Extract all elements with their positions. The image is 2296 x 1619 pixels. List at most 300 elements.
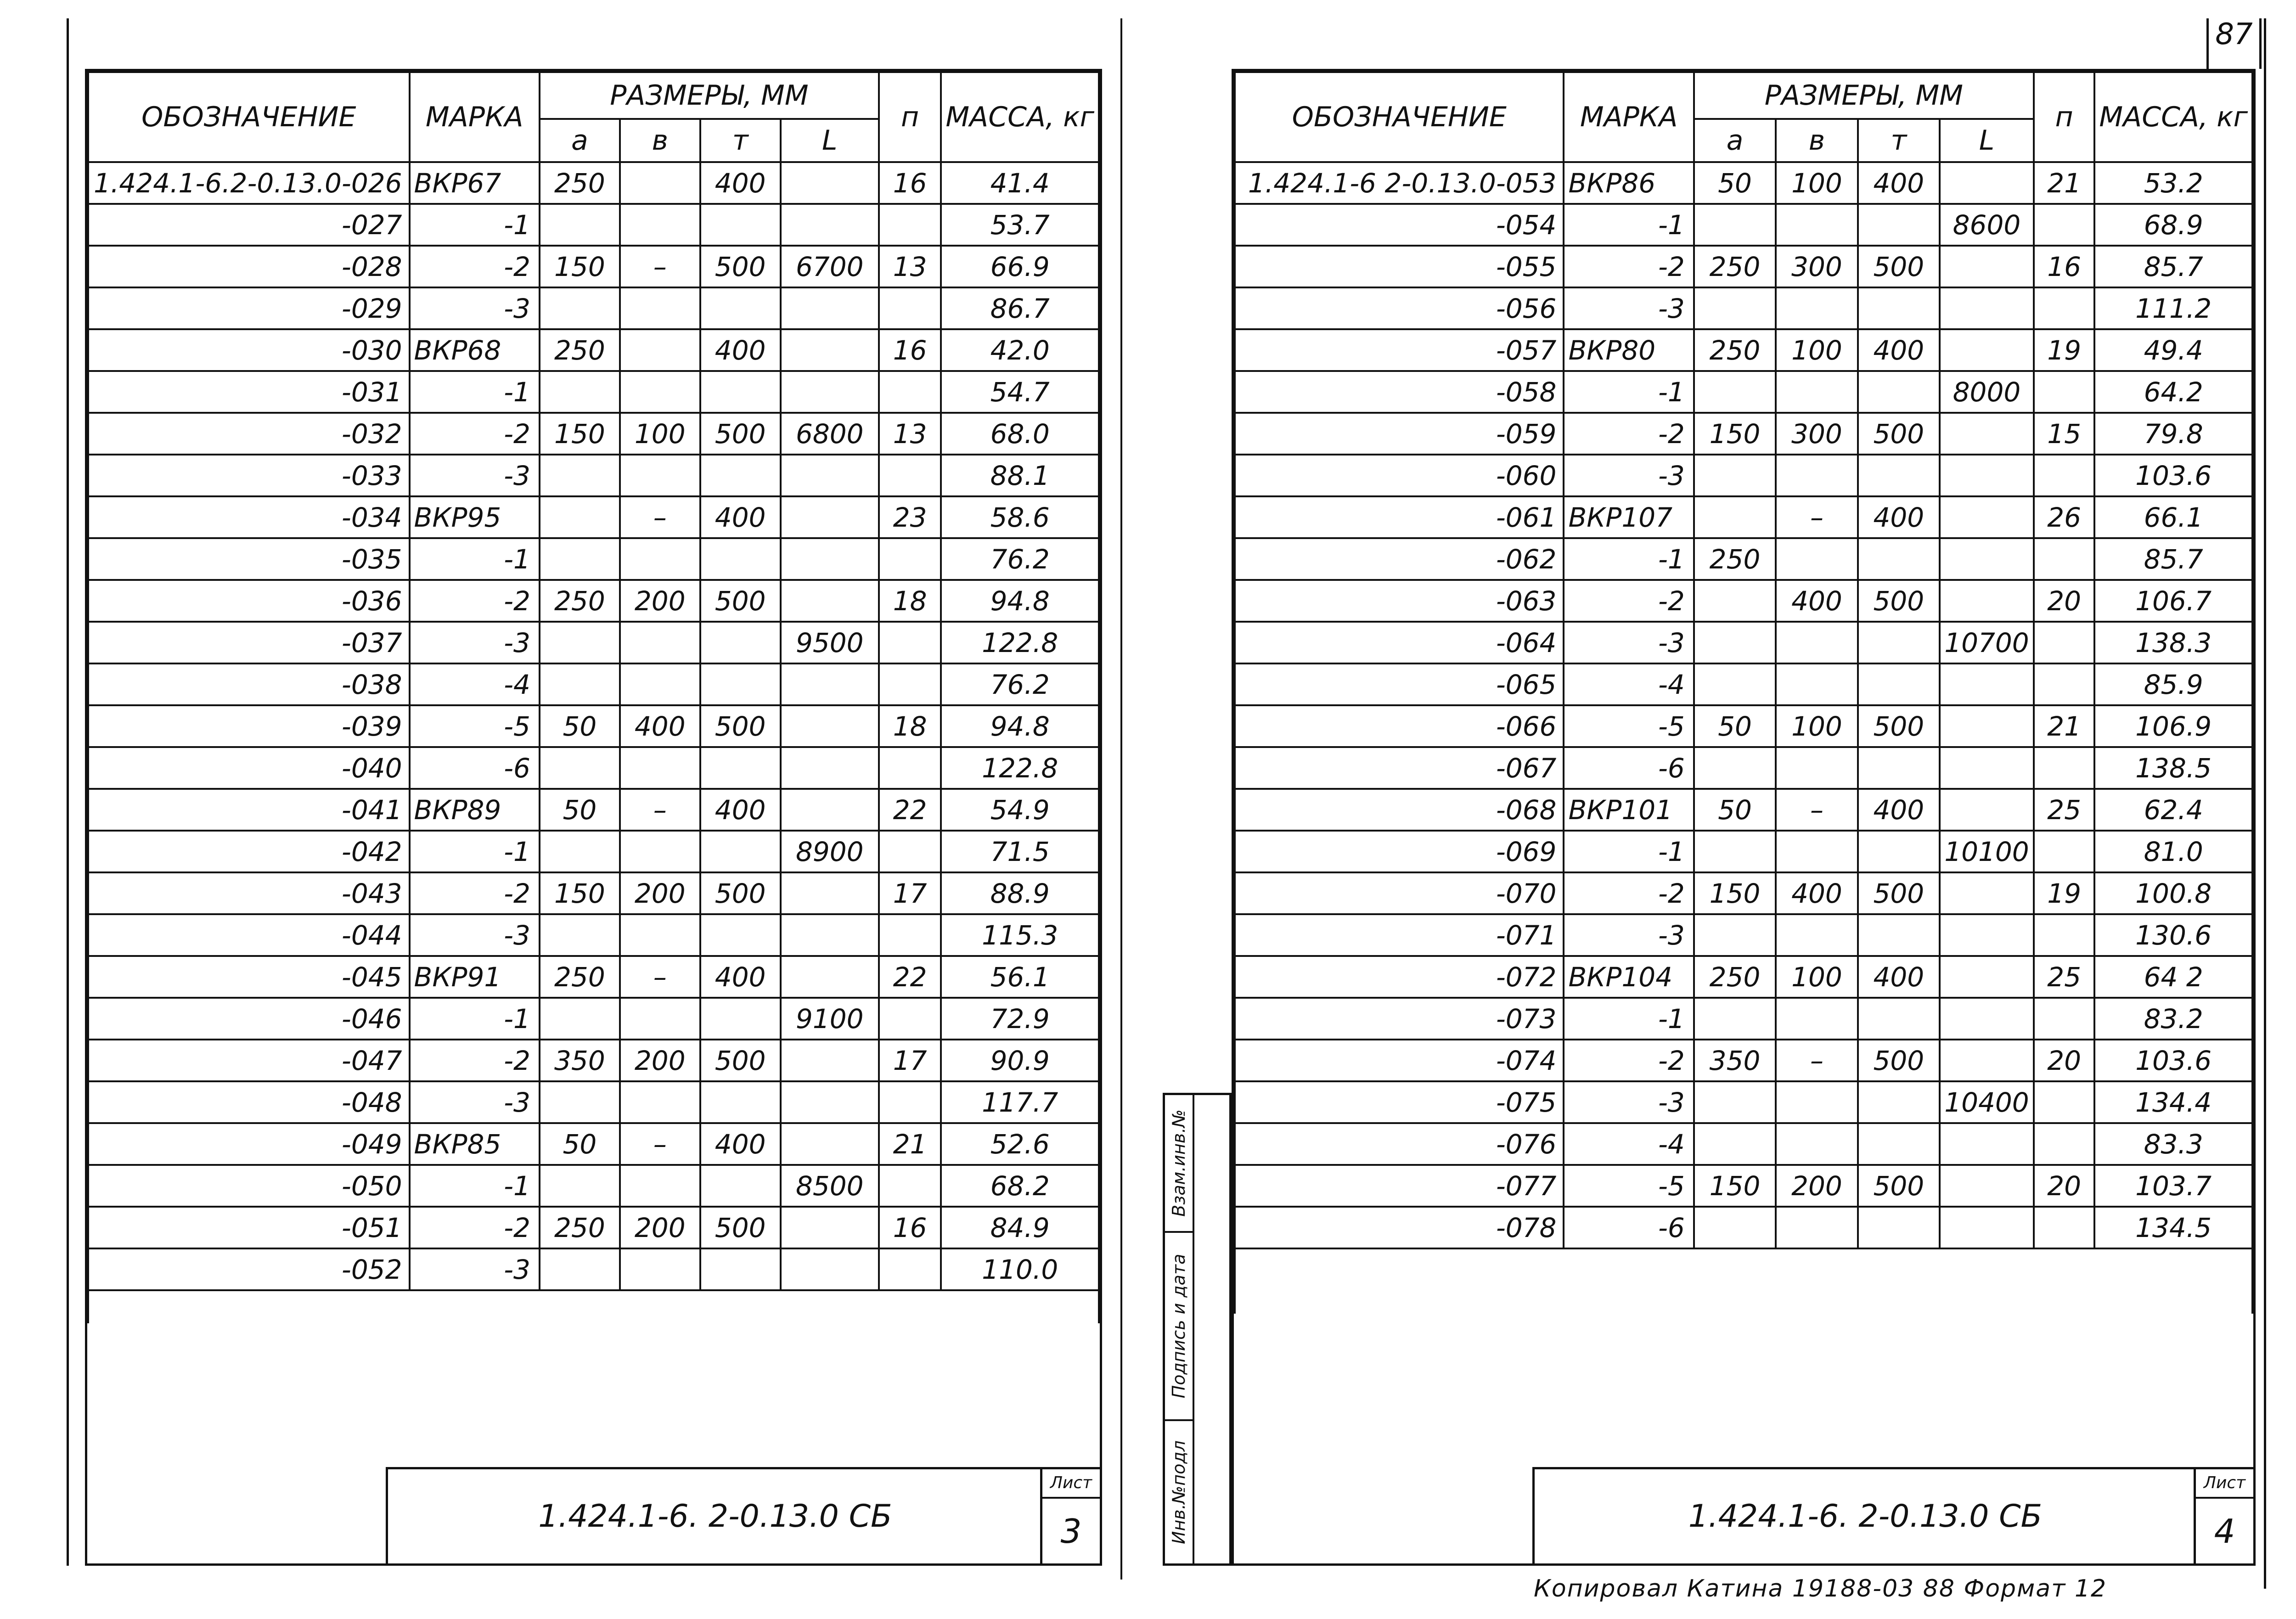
cell-mass: 49.4 bbox=[2094, 329, 2252, 371]
side-stamp bbox=[1163, 1093, 1232, 1566]
cell-mark: -2 bbox=[1564, 1040, 1694, 1081]
cell-a: 50 bbox=[1694, 162, 1776, 204]
cell-L bbox=[781, 747, 879, 789]
cell-n: 19 bbox=[2034, 329, 2094, 371]
cell-m bbox=[700, 204, 781, 246]
cell-a bbox=[540, 998, 620, 1040]
cell-code: -043 bbox=[88, 872, 410, 914]
table-row bbox=[1235, 914, 2252, 956]
cell-mark: -4 bbox=[1564, 1123, 1694, 1165]
table-row bbox=[1235, 329, 2252, 371]
cell-mark: -3 bbox=[1564, 287, 1694, 329]
cell-mass: 41.4 bbox=[941, 162, 1099, 204]
cell-m: 400 bbox=[700, 956, 781, 998]
cell-m: 500 bbox=[700, 705, 781, 747]
cell-n bbox=[2034, 204, 2094, 246]
table-row bbox=[1235, 455, 2252, 496]
cell-a: 150 bbox=[540, 413, 620, 455]
cell-code: -052 bbox=[88, 1248, 410, 1290]
cell-mark: ВКР67 bbox=[410, 162, 540, 204]
cell-m bbox=[700, 1081, 781, 1123]
cell-mass: 83.3 bbox=[2094, 1123, 2252, 1165]
cell-code: -027 bbox=[88, 204, 410, 246]
cell-m bbox=[700, 455, 781, 496]
cell-mass: 134.4 bbox=[2094, 1081, 2252, 1123]
cell-L bbox=[781, 204, 879, 246]
cell-n bbox=[2034, 1123, 2094, 1165]
cell-a bbox=[1694, 831, 1776, 872]
cell-mark: ВКР85 bbox=[410, 1123, 540, 1165]
cell-b: – bbox=[620, 789, 700, 831]
cell-m: 400 bbox=[1858, 789, 1940, 831]
cell-a bbox=[540, 831, 620, 872]
cell-b bbox=[1776, 914, 1857, 956]
cell-mark: -4 bbox=[410, 663, 540, 705]
cell-b bbox=[1776, 622, 1857, 663]
cell-mark: -3 bbox=[410, 1248, 540, 1290]
cell-n bbox=[2034, 455, 2094, 496]
cell-mark: -4 bbox=[1564, 663, 1694, 705]
cell-code: -047 bbox=[88, 1040, 410, 1081]
cell-a bbox=[1694, 1081, 1776, 1123]
table-row-blank bbox=[88, 1290, 1099, 1323]
cell-mass: 88.9 bbox=[941, 872, 1099, 914]
cell-a bbox=[540, 1081, 620, 1123]
cell-m: 400 bbox=[700, 496, 781, 538]
cell-mass: 103.6 bbox=[2094, 1040, 2252, 1081]
header-mark: МАРКА bbox=[1564, 72, 1694, 162]
cell-m bbox=[700, 663, 781, 705]
table-row bbox=[88, 287, 1099, 329]
cell-b: 400 bbox=[1776, 580, 1857, 622]
cell-code: -062 bbox=[1235, 538, 1564, 580]
cell-a bbox=[1694, 998, 1776, 1040]
cell-m: 500 bbox=[1858, 1165, 1940, 1207]
header-a: а bbox=[540, 119, 620, 162]
cell-m bbox=[700, 287, 781, 329]
table-row bbox=[1235, 371, 2252, 413]
cell-code: -036 bbox=[88, 580, 410, 622]
cell-code: -038 bbox=[88, 663, 410, 705]
cell-code: -035 bbox=[88, 538, 410, 580]
cell-m: 400 bbox=[1858, 496, 1940, 538]
cell-n bbox=[879, 663, 941, 705]
sheet-number-box bbox=[1040, 1469, 1100, 1563]
sheet-number-box bbox=[2194, 1469, 2253, 1563]
cell-n bbox=[2034, 747, 2094, 789]
cell-L: 8500 bbox=[781, 1165, 879, 1207]
cell-mass: 68.0 bbox=[941, 413, 1099, 455]
table-row bbox=[88, 455, 1099, 496]
cell-L bbox=[781, 287, 879, 329]
spec-table-right bbox=[1234, 71, 2253, 1314]
table-row bbox=[1235, 663, 2252, 705]
cell-L bbox=[781, 956, 879, 998]
cell-m bbox=[700, 622, 781, 663]
table-row bbox=[1235, 1207, 2252, 1248]
cell-mass: 94.8 bbox=[941, 705, 1099, 747]
cell-mark: -3 bbox=[1564, 914, 1694, 956]
cell-code: 1.424.1-6 2-0.13.0-053 bbox=[1235, 162, 1564, 204]
cell-mark: -3 bbox=[1564, 1081, 1694, 1123]
cell-L bbox=[781, 1207, 879, 1248]
table-row bbox=[1235, 496, 2252, 538]
cell-code: -057 bbox=[1235, 329, 1564, 371]
cell-a: 150 bbox=[1694, 872, 1776, 914]
cell-mark: -3 bbox=[410, 455, 540, 496]
cell-n bbox=[879, 1081, 941, 1123]
cell-L bbox=[781, 455, 879, 496]
cell-mark: -1 bbox=[410, 371, 540, 413]
cell-a bbox=[540, 747, 620, 789]
cell-code: -045 bbox=[88, 956, 410, 998]
cell-n: 21 bbox=[2034, 705, 2094, 747]
cell-mass: 53.2 bbox=[2094, 162, 2252, 204]
table-row bbox=[88, 371, 1099, 413]
cell-a bbox=[1694, 455, 1776, 496]
cell-n: 25 bbox=[2034, 956, 2094, 998]
cell-L bbox=[781, 580, 879, 622]
cell-n: 20 bbox=[2034, 580, 2094, 622]
cell-L: 9100 bbox=[781, 998, 879, 1040]
cell-m: 400 bbox=[1858, 162, 1940, 204]
cell-mass: 103.7 bbox=[2094, 1165, 2252, 1207]
cell-m: 500 bbox=[700, 580, 781, 622]
cell-n bbox=[879, 538, 941, 580]
cell-n bbox=[2034, 622, 2094, 663]
cell-mark: ВКР95 bbox=[410, 496, 540, 538]
cell-n bbox=[2034, 287, 2094, 329]
cell-code: -039 bbox=[88, 705, 410, 747]
cell-n: 18 bbox=[879, 705, 941, 747]
sheet-label: Лист bbox=[1042, 1469, 1100, 1499]
page-number: 87 bbox=[2206, 18, 2262, 69]
cell-m bbox=[700, 998, 781, 1040]
cell-mass: 76.2 bbox=[941, 538, 1099, 580]
cell-a: 350 bbox=[1694, 1040, 1776, 1081]
cell-code: -070 bbox=[1235, 872, 1564, 914]
cell-n bbox=[2034, 914, 2094, 956]
cell-b: 100 bbox=[1776, 162, 1857, 204]
cell-code: -029 bbox=[88, 287, 410, 329]
cell-m: 500 bbox=[1858, 413, 1940, 455]
cell-mass: 103.6 bbox=[2094, 455, 2252, 496]
cell-L bbox=[781, 371, 879, 413]
cell-a: 250 bbox=[540, 580, 620, 622]
cell-b bbox=[1776, 204, 1857, 246]
table-row bbox=[88, 747, 1099, 789]
cell-mass: 56.1 bbox=[941, 956, 1099, 998]
sheet-label: Лист bbox=[2196, 1469, 2253, 1499]
cell-n bbox=[879, 914, 941, 956]
cell-L bbox=[1940, 580, 2034, 622]
cell-b bbox=[620, 287, 700, 329]
cell-code: -040 bbox=[88, 747, 410, 789]
cell-L bbox=[1940, 496, 2034, 538]
cell-b: 400 bbox=[1776, 872, 1857, 914]
cell-mass: 117.7 bbox=[941, 1081, 1099, 1123]
cell-b bbox=[620, 914, 700, 956]
cell-code: -077 bbox=[1235, 1165, 1564, 1207]
cell-m bbox=[1858, 538, 1940, 580]
cell-n bbox=[2034, 831, 2094, 872]
cell-L: 10100 bbox=[1940, 831, 2034, 872]
cell-mark: ВКР86 bbox=[1564, 162, 1694, 204]
cell-mass: 64 2 bbox=[2094, 956, 2252, 998]
cell-b bbox=[620, 747, 700, 789]
cell-code: -060 bbox=[1235, 455, 1564, 496]
stamp-title: 1.424.1-6. 2-0.13.0 СБ bbox=[538, 1498, 892, 1535]
cell-n bbox=[879, 1248, 941, 1290]
cell-code: -042 bbox=[88, 831, 410, 872]
table-row bbox=[88, 1040, 1099, 1081]
cell-b bbox=[620, 371, 700, 413]
table-row bbox=[88, 998, 1099, 1040]
binding-line-left bbox=[67, 18, 69, 1566]
side-cell-sign-date bbox=[1165, 1233, 1193, 1421]
cell-mark: -1 bbox=[410, 831, 540, 872]
cell-m bbox=[1858, 287, 1940, 329]
cell-b bbox=[620, 831, 700, 872]
cell-b bbox=[620, 1165, 700, 1207]
cell-code: -072 bbox=[1235, 956, 1564, 998]
cell-b bbox=[620, 663, 700, 705]
cell-b bbox=[1776, 998, 1857, 1040]
cell-mark: -6 bbox=[1564, 747, 1694, 789]
spec-table-left bbox=[87, 71, 1100, 1323]
cell-m bbox=[1858, 1207, 1940, 1248]
header-mass: МАССА, кг bbox=[2094, 72, 2252, 162]
cell-mark: -1 bbox=[1564, 371, 1694, 413]
cell-L bbox=[781, 1040, 879, 1081]
cell-m bbox=[700, 914, 781, 956]
cell-mark: -5 bbox=[410, 705, 540, 747]
cell-b: – bbox=[620, 496, 700, 538]
cell-L bbox=[1940, 789, 2034, 831]
table-row bbox=[88, 538, 1099, 580]
cell-L bbox=[781, 162, 879, 204]
cell-n: 15 bbox=[2034, 413, 2094, 455]
table-row bbox=[88, 1081, 1099, 1123]
cell-a: 250 bbox=[540, 1207, 620, 1248]
cell-m bbox=[1858, 204, 1940, 246]
cell-m: 500 bbox=[1858, 1040, 1940, 1081]
side-stamp-blank-column bbox=[1193, 1095, 1194, 1563]
cell-mass: 122.8 bbox=[941, 622, 1099, 663]
cell-L bbox=[1940, 1207, 2034, 1248]
sheet-right bbox=[1232, 69, 2256, 1566]
cell-a: 50 bbox=[540, 1123, 620, 1165]
cell-m: 500 bbox=[700, 413, 781, 455]
cell-b bbox=[620, 329, 700, 371]
cell-mark: -5 bbox=[1564, 1165, 1694, 1207]
cell-m bbox=[1858, 622, 1940, 663]
cell-L bbox=[1940, 538, 2034, 580]
cell-code: -033 bbox=[88, 455, 410, 496]
cell-code: -044 bbox=[88, 914, 410, 956]
cell-mass: 138.3 bbox=[2094, 622, 2252, 663]
cell-a: 250 bbox=[1694, 329, 1776, 371]
cell-mass: 76.2 bbox=[941, 663, 1099, 705]
cell-m: 400 bbox=[700, 329, 781, 371]
table-row bbox=[88, 1248, 1099, 1290]
cell-b bbox=[620, 1081, 700, 1123]
cell-m bbox=[700, 1165, 781, 1207]
cell-L bbox=[1940, 329, 2034, 371]
header-designation: ОБОЗНАЧЕНИЕ bbox=[1235, 72, 1564, 162]
binding-line-right bbox=[2264, 18, 2266, 1589]
cell-m bbox=[700, 1248, 781, 1290]
cell-L bbox=[781, 789, 879, 831]
cell-code: 1.424.1-6.2-0.13.0-026 bbox=[88, 162, 410, 204]
cell-n: 20 bbox=[2034, 1040, 2094, 1081]
table-row bbox=[88, 663, 1099, 705]
cell-a bbox=[540, 287, 620, 329]
cell-mark: -1 bbox=[1564, 538, 1694, 580]
cell-a: 250 bbox=[1694, 956, 1776, 998]
cell-m bbox=[1858, 663, 1940, 705]
cell-L: 6700 bbox=[781, 246, 879, 287]
cell-L bbox=[1940, 455, 2034, 496]
cell-m bbox=[1858, 371, 1940, 413]
cell-m: 500 bbox=[700, 246, 781, 287]
cell-m bbox=[1858, 455, 1940, 496]
cell-mark: -1 bbox=[410, 204, 540, 246]
cell-b bbox=[1776, 1123, 1857, 1165]
cell-L bbox=[1940, 998, 2034, 1040]
cell-mass: 130.6 bbox=[2094, 914, 2252, 956]
table-row bbox=[88, 831, 1099, 872]
cell-code: -064 bbox=[1235, 622, 1564, 663]
cell-m bbox=[700, 831, 781, 872]
cell-mark: ВКР104 bbox=[1564, 956, 1694, 998]
cell-b: – bbox=[620, 246, 700, 287]
cell-n bbox=[2034, 1207, 2094, 1248]
cell-mark: -2 bbox=[410, 580, 540, 622]
cell-a: 150 bbox=[1694, 1165, 1776, 1207]
cell-code: -030 bbox=[88, 329, 410, 371]
cell-mass: 85.9 bbox=[2094, 663, 2252, 705]
sheet-number: 3 bbox=[1060, 1512, 1082, 1551]
table-row bbox=[88, 872, 1099, 914]
cell-L bbox=[1940, 747, 2034, 789]
cell-L: 9500 bbox=[781, 622, 879, 663]
cell-a: 150 bbox=[540, 872, 620, 914]
cell-m bbox=[700, 538, 781, 580]
cell-a: 50 bbox=[1694, 705, 1776, 747]
cell-mass: 85.7 bbox=[2094, 246, 2252, 287]
cell-n bbox=[2034, 371, 2094, 413]
cell-L bbox=[1940, 1165, 2034, 1207]
cell-code: -046 bbox=[88, 998, 410, 1040]
cell-mass: 66.9 bbox=[941, 246, 1099, 287]
cell-mark: -2 bbox=[410, 1040, 540, 1081]
cell-n: 16 bbox=[2034, 246, 2094, 287]
cell-a bbox=[540, 538, 620, 580]
cell-n: 19 bbox=[2034, 872, 2094, 914]
cell-L bbox=[781, 1081, 879, 1123]
cell-mark: -3 bbox=[410, 622, 540, 663]
table-row bbox=[1235, 747, 2252, 789]
cell-n bbox=[879, 1165, 941, 1207]
table-row bbox=[1235, 580, 2252, 622]
cell-m bbox=[1858, 831, 1940, 872]
cell-L bbox=[1940, 705, 2034, 747]
cell-L bbox=[1940, 872, 2034, 914]
table-row bbox=[1235, 1165, 2252, 1207]
table-row bbox=[88, 789, 1099, 831]
cell-mass: 106.7 bbox=[2094, 580, 2252, 622]
cell-mark: -3 bbox=[410, 287, 540, 329]
table-row bbox=[88, 496, 1099, 538]
cell-mass: 106.9 bbox=[2094, 705, 2252, 747]
title-block-left bbox=[386, 1467, 1102, 1566]
sheet-left bbox=[85, 69, 1102, 1566]
table-row bbox=[88, 162, 1099, 204]
cell-a: 50 bbox=[540, 705, 620, 747]
cell-a bbox=[1694, 1123, 1776, 1165]
cell-n: 23 bbox=[879, 496, 941, 538]
cell-L bbox=[1940, 162, 2034, 204]
cell-m: 400 bbox=[1858, 329, 1940, 371]
cell-b: – bbox=[620, 1123, 700, 1165]
cell-n bbox=[879, 747, 941, 789]
cell-b bbox=[620, 455, 700, 496]
cell-mark: -2 bbox=[410, 246, 540, 287]
cell-code: -078 bbox=[1235, 1207, 1564, 1248]
cell-n bbox=[2034, 998, 2094, 1040]
cell-n: 21 bbox=[2034, 162, 2094, 204]
cell-b: 200 bbox=[620, 1040, 700, 1081]
cell-m: 500 bbox=[1858, 872, 1940, 914]
table-row bbox=[1235, 287, 2252, 329]
cell-a bbox=[540, 455, 620, 496]
cell-a: 250 bbox=[1694, 246, 1776, 287]
cell-mark: -2 bbox=[410, 872, 540, 914]
cell-mark: ВКР101 bbox=[1564, 789, 1694, 831]
side-label-replace-inv: Взам.инв.№ bbox=[1169, 1109, 1189, 1217]
cell-n: 26 bbox=[2034, 496, 2094, 538]
table-row bbox=[88, 329, 1099, 371]
cell-n: 21 bbox=[879, 1123, 941, 1165]
cell-code: -041 bbox=[88, 789, 410, 831]
cell-mark: -2 bbox=[410, 1207, 540, 1248]
cell-b: 100 bbox=[1776, 329, 1857, 371]
cell-code: -074 bbox=[1235, 1040, 1564, 1081]
cell-mass: 83.2 bbox=[2094, 998, 2252, 1040]
cell-mass: 134.5 bbox=[2094, 1207, 2252, 1248]
cell-code: -028 bbox=[88, 246, 410, 287]
cell-a bbox=[540, 663, 620, 705]
cell-a bbox=[1694, 287, 1776, 329]
cell-n bbox=[879, 204, 941, 246]
cell-b bbox=[1776, 455, 1857, 496]
cell-a bbox=[540, 622, 620, 663]
cell-b: 100 bbox=[620, 413, 700, 455]
cell-L: 8900 bbox=[781, 831, 879, 872]
cell-n: 22 bbox=[879, 956, 941, 998]
header-n: п bbox=[2034, 72, 2094, 162]
cell-mark: ВКР107 bbox=[1564, 496, 1694, 538]
cell-L: 8000 bbox=[1940, 371, 2034, 413]
cell-m: 400 bbox=[700, 789, 781, 831]
cell-a bbox=[540, 371, 620, 413]
table-row bbox=[1235, 538, 2252, 580]
cell-a bbox=[540, 204, 620, 246]
cell-mark: -1 bbox=[410, 998, 540, 1040]
blank-area bbox=[88, 1290, 1099, 1323]
cell-code: -058 bbox=[1235, 371, 1564, 413]
